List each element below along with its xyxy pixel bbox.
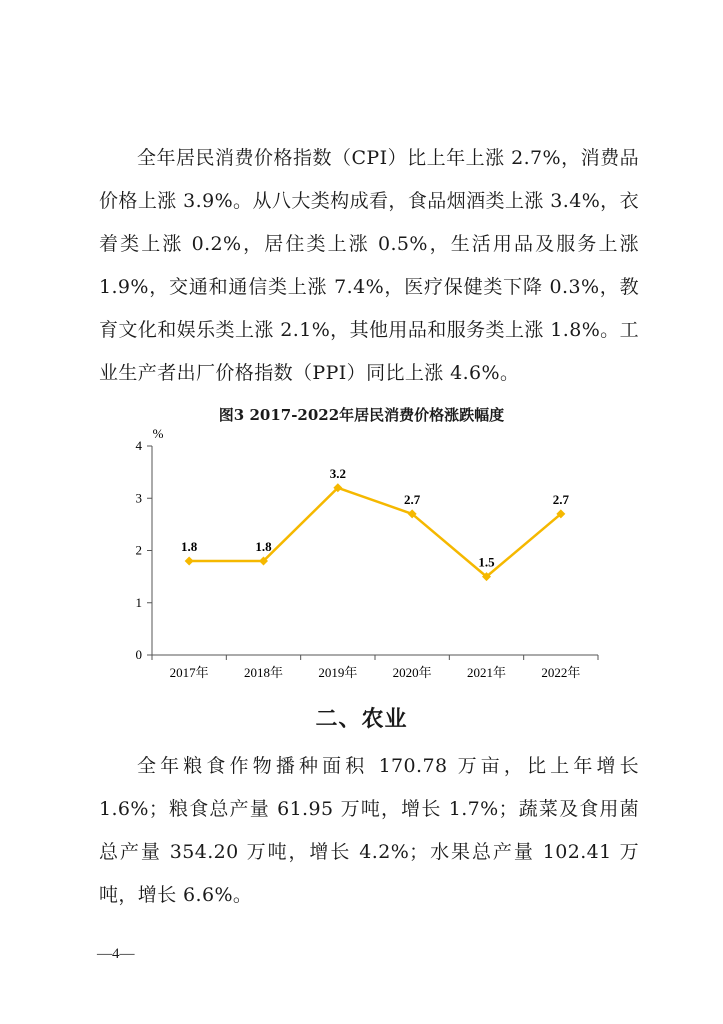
data-label: 1.8 <box>255 538 272 554</box>
x-tick-label: 2020年 <box>392 665 432 680</box>
y-axis-unit-label: % <box>152 426 164 441</box>
x-tick-label: 2017年 <box>169 665 209 680</box>
paragraph-cpi: 全年居民消费价格指数（CPI）比上年上涨 2.7%，消费品价格上涨 3.9%。从八大类构成看，食品烟酒类上涨 3.4%，衣着类上涨 0.2%，居住类上涨 0.5%，生活用品及服务上涨 1.9%，交通和通信类上涨 7.4%，医疗保健类下降 0.3%，教育文化和娱乐类上涨 2.1%，其他用品和服务类上涨 1.8%。工业生产者出厂价格指数（PPI）同比上涨 4.6%。 <box>99 147 639 384</box>
data-label: 1.8 <box>181 538 198 554</box>
x-tick-label: 2021年 <box>466 665 507 680</box>
y-tick-label: 4 <box>135 438 142 453</box>
cpi-series <box>185 483 566 581</box>
data-label: 3.2 <box>329 465 346 481</box>
x-tick-label: 2018年 <box>243 665 284 680</box>
x-tick-label: 2019年 <box>318 665 358 680</box>
data-point-marker <box>185 556 194 565</box>
y-tick-label: 2 <box>135 542 142 558</box>
y-tick-label: 0 <box>135 647 142 662</box>
y-tick-label: 3 <box>135 490 142 506</box>
y-axis-ticks <box>136 438 153 662</box>
page-number: —4— <box>97 946 135 962</box>
x-axis-ticks <box>152 655 598 680</box>
paragraph-agriculture: 全年粮食作物播种面积 170.78 万亩，比上年增长 1.6%；粮食总产量 61.95 万吨，增长 1.7%；蔬菜及食用菌总产量 354.20 万吨，增长 4.2%；水果总产量 102.41 万吨，增长 6.6%。 <box>99 755 639 906</box>
data-label: 2.7 <box>552 491 569 507</box>
section-heading-agriculture: 二、农业 <box>315 707 408 732</box>
series-line <box>189 488 561 577</box>
chart-title: 图3 2017-2022年居民消费价格涨跌幅度 <box>218 406 505 424</box>
data-label: 1.5 <box>478 554 495 570</box>
y-tick-label: 1 <box>135 594 142 610</box>
data-labels <box>181 466 569 570</box>
cpi-line-chart <box>0 420 723 690</box>
data-label: 2.7 <box>404 491 421 507</box>
chart-axes <box>152 446 598 655</box>
x-tick-label: 2022年 <box>541 665 581 680</box>
